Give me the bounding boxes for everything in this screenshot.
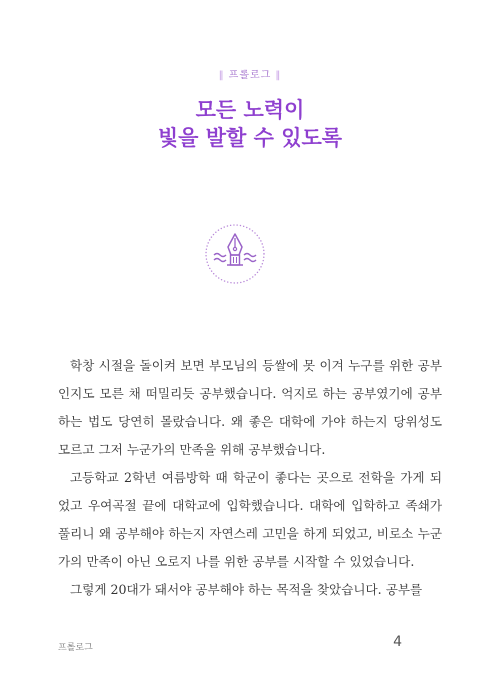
left-double-bar-ornament: ‖ <box>218 70 225 81</box>
chapter-title-line-1: 모든 노력이 <box>195 98 305 122</box>
right-double-bar-ornament: ‖ <box>275 70 282 81</box>
paragraph: 고등학교 2학년 여름방학 때 학군이 좋다는 곳으로 전학을 가게 되었고 우여곡절 끝에 대학교에 입학했습니다. 대학에 입학하고 족쇄가 풀리니 왜 공부해야 하는지 자연스레 고민을 하게 되었고, 비로소 누군가의 만족이 아닌 오로지 나를 위한 공부를 시작할 수 있었습니다. <box>58 470 442 569</box>
section-label <box>0 66 500 81</box>
fountain-pen-nib-over-waves-icon <box>203 222 267 286</box>
running-footer-label: 프롤로그 <box>58 643 93 653</box>
chapter-title-line-2: 빛을 발할 수 있도록 <box>157 126 343 150</box>
section-label-text: 프롤로그 <box>228 70 272 81</box>
page-number: 4 <box>393 634 402 650</box>
prologue-body <box>58 352 442 604</box>
paragraph: 그렇게 20대가 돼서야 공부해야 하는 목적을 찾았습니다. 공부를 <box>70 582 423 597</box>
paragraph: 학창 시절을 돌이켜 보면 부모님의 등쌀에 못 이겨 누구를 위한 공부인지도 모른 채 떠밀리듯 공부했습니다. 억지로 하는 공부였기에 공부하는 법도 당연히 몰랐습니다. 왜 좋은 대학에 가야 하는지 당위성도 모르고 그저 누군가의 만족을 위해 공부했습니다. <box>58 358 442 457</box>
chapter-title <box>0 96 500 152</box>
